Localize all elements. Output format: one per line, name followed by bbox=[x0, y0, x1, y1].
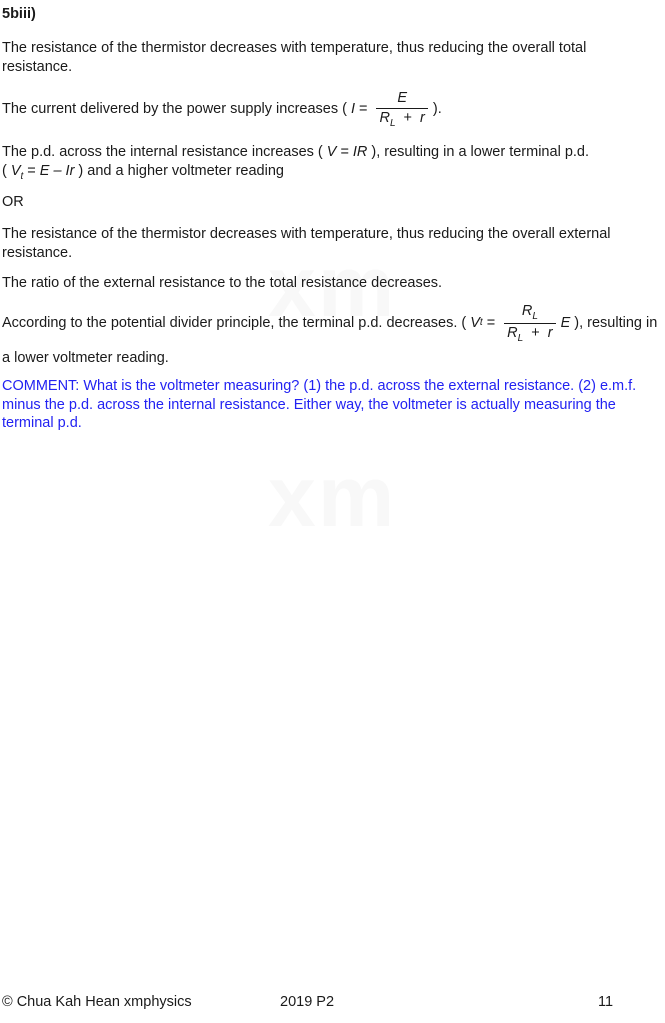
fraction-potential-divider bbox=[504, 303, 555, 344]
fraction-denominator bbox=[504, 323, 555, 344]
text-run: ) and a higher voltmeter reading bbox=[78, 162, 284, 179]
text-line: resistance. bbox=[2, 244, 73, 261]
text-line bbox=[2, 162, 589, 182]
text-run: According to the potential divider principle, the terminal p.d. decreases. ( bbox=[2, 315, 467, 331]
text-run: The current delivered by the power supply increases ( bbox=[2, 101, 347, 117]
variable-load-resistance: R bbox=[521, 302, 533, 319]
equals-sign: = bbox=[27, 162, 36, 179]
plus-sign: + bbox=[403, 109, 412, 126]
text-run: ), resulting in a lower terminal p.d. bbox=[371, 144, 589, 160]
watermark-logo: xm bbox=[268, 449, 397, 545]
variable-internal-resistance: r bbox=[420, 109, 425, 126]
paragraph-internal-pd bbox=[2, 143, 589, 182]
variable-load-resistance: R bbox=[379, 109, 390, 126]
equals-sign: = bbox=[358, 101, 368, 117]
comment-line: minus the p.d. across the internal resistance. Either way, the voltmeter is actually measuring the bbox=[2, 396, 616, 413]
equals-sign: = bbox=[486, 315, 496, 331]
text-line: The resistance of the thermistor decreases with temperature, thus reducing the overall external bbox=[2, 226, 611, 242]
subscript-t: t bbox=[20, 170, 24, 182]
footer-copyright: © Chua Kah Hean xmphysics bbox=[2, 994, 192, 1010]
expression-ir: IR bbox=[352, 144, 368, 160]
paragraph-potential-divider bbox=[2, 298, 657, 348]
text-run: ), resulting in bbox=[574, 315, 658, 331]
fraction-denominator bbox=[376, 108, 427, 129]
variable-voltage: V bbox=[326, 144, 337, 160]
section-heading: 5biii) bbox=[2, 6, 36, 22]
variable-terminal-pd: V bbox=[470, 315, 480, 331]
or-label: OR bbox=[2, 194, 24, 210]
text-line: resistance. bbox=[2, 58, 73, 75]
footer-paper-label: 2019 P2 bbox=[280, 994, 335, 1010]
watermark-logo: xm bbox=[268, 239, 397, 335]
subscript-L: L bbox=[532, 310, 538, 322]
paragraph-lower-reading: a lower voltmeter reading. bbox=[2, 350, 169, 366]
plus-sign: + bbox=[531, 324, 540, 341]
subscript-L: L bbox=[517, 332, 524, 344]
paragraph-current-equation bbox=[2, 84, 442, 134]
fraction-numerator: E bbox=[397, 89, 407, 106]
text-run: The p.d. across the internal resistance increases ( bbox=[2, 144, 323, 160]
text-run: ). bbox=[432, 101, 442, 117]
subscript-L: L bbox=[389, 117, 396, 129]
variable-emf: E bbox=[560, 315, 571, 331]
comment-paragraph bbox=[2, 377, 636, 433]
fraction-numerator bbox=[518, 303, 542, 323]
subscript-t: t bbox=[479, 317, 483, 328]
open-paren: ( bbox=[2, 162, 7, 179]
text-line: The resistance of the thermistor decreases with temperature, thus reducing the overall total bbox=[2, 40, 587, 56]
footer-page-number: 11 bbox=[598, 994, 614, 1010]
expression-emf-minus-ir: E – Ir bbox=[39, 162, 75, 179]
comment-line: terminal p.d. bbox=[2, 415, 82, 431]
variable-current: I bbox=[350, 101, 355, 117]
variable-terminal-pd: V bbox=[10, 162, 21, 179]
variable-internal-resistance: r bbox=[547, 324, 553, 341]
fraction-emf-over-resistance bbox=[376, 90, 427, 129]
paragraph-thermistor-total bbox=[2, 39, 586, 76]
equals-sign: = bbox=[340, 144, 349, 160]
paragraph-ratio: The ratio of the external resistance to the total resistance decreases. bbox=[2, 275, 443, 291]
comment-line: COMMENT: What is the voltmeter measuring? (1) the p.d. across the external resistance. (2) e.m.f. bbox=[2, 378, 637, 394]
paragraph-thermistor-external bbox=[2, 225, 611, 262]
variable-load-resistance: R bbox=[507, 324, 518, 341]
text-line bbox=[2, 143, 589, 162]
